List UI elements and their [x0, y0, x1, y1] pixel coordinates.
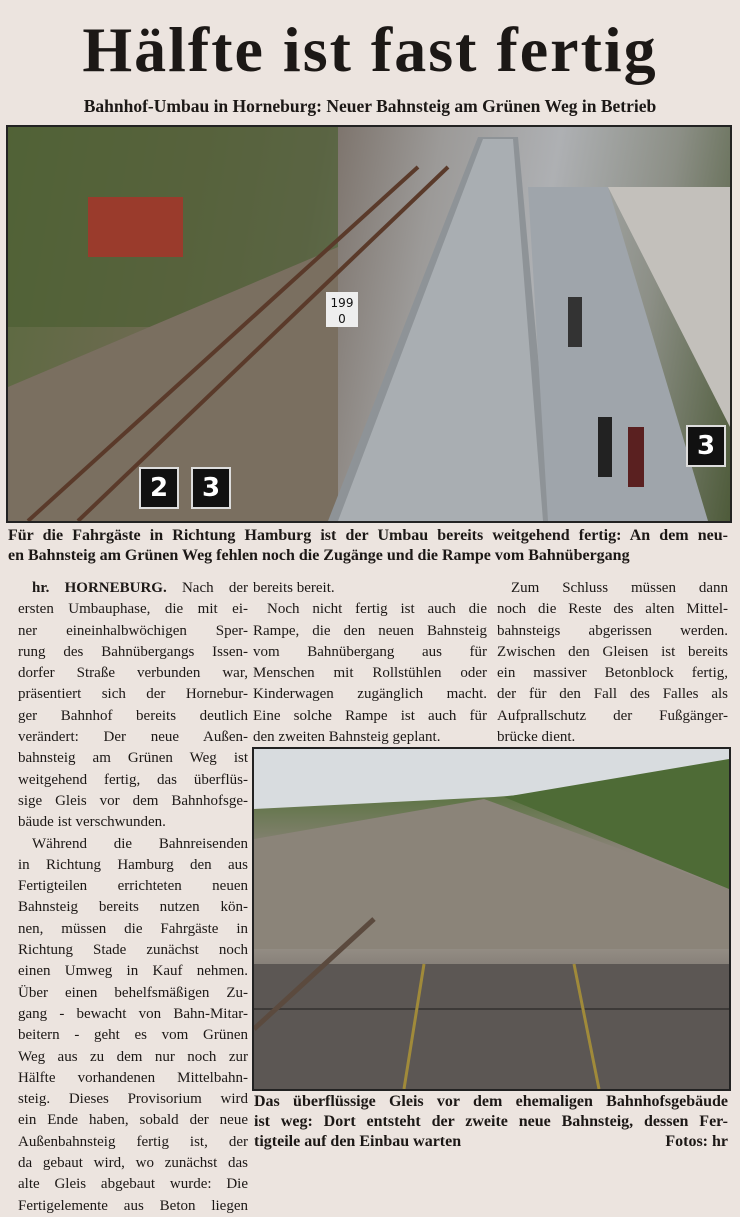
article-line: einen Umweg in Kauf nehmen. — [18, 963, 248, 980]
article-line: gang - bewacht von Bahn-Mitar- — [18, 1005, 248, 1022]
photo1-caption — [8, 526, 728, 566]
article-column-3 — [497, 578, 728, 748]
article-line: dorfer Straße verbunden war, — [18, 665, 248, 682]
km-sign-top: 199 — [330, 296, 354, 310]
article-line: der für den Fall des Falles als — [497, 686, 728, 703]
photo2-caption — [254, 1092, 728, 1152]
article-column-1 — [18, 578, 248, 1217]
caption-line: Für die Fahrgäste in Richtung Hamburg ist der Umbau bereits weitgehend fertig: An dem neu- — [8, 527, 728, 544]
article-line: Fertigteilen errichteten neuen — [18, 878, 248, 895]
article-line: noch die Reste des alten Mittel- — [497, 601, 728, 618]
caption-line: en Bahnsteig am Grünen Weg fehlen noch die Zugänge und die Rampe vom Bahnübergang — [8, 547, 630, 564]
article-line: ersten Umbauphase, die mit ei- — [18, 601, 248, 618]
article-line: präsentiert sich der Hornebur- — [18, 686, 248, 703]
article-line: Weg aus zu dem nur noch zur — [18, 1048, 248, 1065]
platform-sign-3: 3 — [686, 425, 726, 467]
article-line: rung des Bahnübergangs Issen- — [18, 643, 248, 660]
article-line: da gebaut wird, wo zunächst das — [18, 1155, 248, 1172]
km-sign-bottom: 0 — [338, 312, 346, 326]
article-line: Über einen behelfsmäßigen Zu- — [18, 984, 248, 1001]
article-line: Fertigelemente aus Beton liegen — [18, 1197, 248, 1214]
article-line: vom Bahnübergang aus für — [253, 643, 487, 660]
article-line: Aufprallschutz der Fußgänger- — [497, 707, 728, 724]
article-line: Eine solche Rampe ist auch für — [253, 707, 487, 724]
article-line: ein massiver Betonblock fertig, — [497, 665, 728, 682]
article-text: Nach der — [166, 580, 248, 596]
article-line: Hälfte vorhandenen Mittelbahn- — [18, 1069, 248, 1086]
article-line: bäude ist verschwunden. — [18, 814, 166, 831]
article-line: bahnsteig am Grünen Weg ist — [18, 750, 248, 767]
article-line: Menschen mit Rollstühlen oder — [253, 665, 487, 682]
subheadline: Bahnhof-Umbau in Horneburg: Neuer Bahnsteig am Grünen Weg in Betrieb — [83, 96, 657, 116]
article-line: Zwischen den Gleisen ist bereits — [497, 643, 728, 660]
article-line: ner eineinhalbwöchigen Sper- — [18, 622, 248, 639]
article-line: Außenbahnsteig fertig ist, der — [18, 1133, 248, 1150]
track-sign-3: 3 — [191, 467, 231, 509]
photo-credit: Fotos: hr — [665, 1133, 728, 1150]
photo-station-illustration — [8, 127, 730, 521]
article-line: ein Ende haben, sobald der neue — [18, 1112, 248, 1129]
article-line: sige Gleis vor dem Bahnhofsge- — [18, 792, 248, 809]
caption-line: tigteile auf den Einbau warten — [254, 1133, 462, 1150]
caption-line: ist weg: Dort entsteht der zweite neue Bahnsteig, dessen Fer- — [254, 1113, 728, 1130]
article-line: Während die Bahnreisenden — [32, 835, 248, 852]
article-line — [18, 578, 248, 599]
article-line: Zum Schluss müssen dann — [511, 580, 728, 596]
track-sign-2: 2 — [139, 467, 179, 509]
article-line: brücke dient. — [497, 729, 576, 746]
article-line: steig. Dieses Provisorium wird — [18, 1091, 248, 1108]
article-line: in Richtung Hamburg den aus — [18, 856, 248, 873]
caption-line: Das überflüssige Gleis vor dem ehemaligen Bahnhofsgebäude — [254, 1093, 728, 1110]
article-line: nen, müssen die Fahrgäste in — [18, 920, 248, 937]
article-line: verändert: Der neue Außen- — [18, 729, 248, 746]
article-line: bahnsteigs abgerissen werden. — [497, 622, 728, 639]
headline: Hälfte ist fast fertig — [82, 14, 658, 85]
article-line: bereits bereit. — [253, 580, 335, 596]
article-column-2 — [253, 578, 487, 748]
article-line: Kinderwagen zugänglich macht. — [253, 686, 487, 703]
photo-removed-track — [252, 747, 731, 1091]
article-line: Richtung Stade zunächst noch — [18, 942, 248, 959]
article-line: den zweiten Bahnsteig geplant. — [253, 729, 441, 746]
dateline: hr. HORNEBURG. — [32, 580, 167, 596]
photo-station-platform — [6, 125, 732, 523]
photo-track-illustration — [254, 749, 729, 1089]
article-line: ger Bahnhof bereits deutlich — [18, 707, 248, 724]
article-line: Rampe, die den neuen Bahnsteig — [253, 622, 487, 639]
article-line: alte Gleis abgebaut wurde: Die — [18, 1176, 248, 1193]
article-line: weitgehend fertig, das überflüs- — [18, 771, 248, 788]
article-line: Bahnsteig bereits nutzen kön- — [18, 899, 248, 916]
article-line: Noch nicht fertig ist auch die — [267, 601, 487, 618]
article-line: beitern - geht es vom Grünen — [18, 1027, 248, 1044]
